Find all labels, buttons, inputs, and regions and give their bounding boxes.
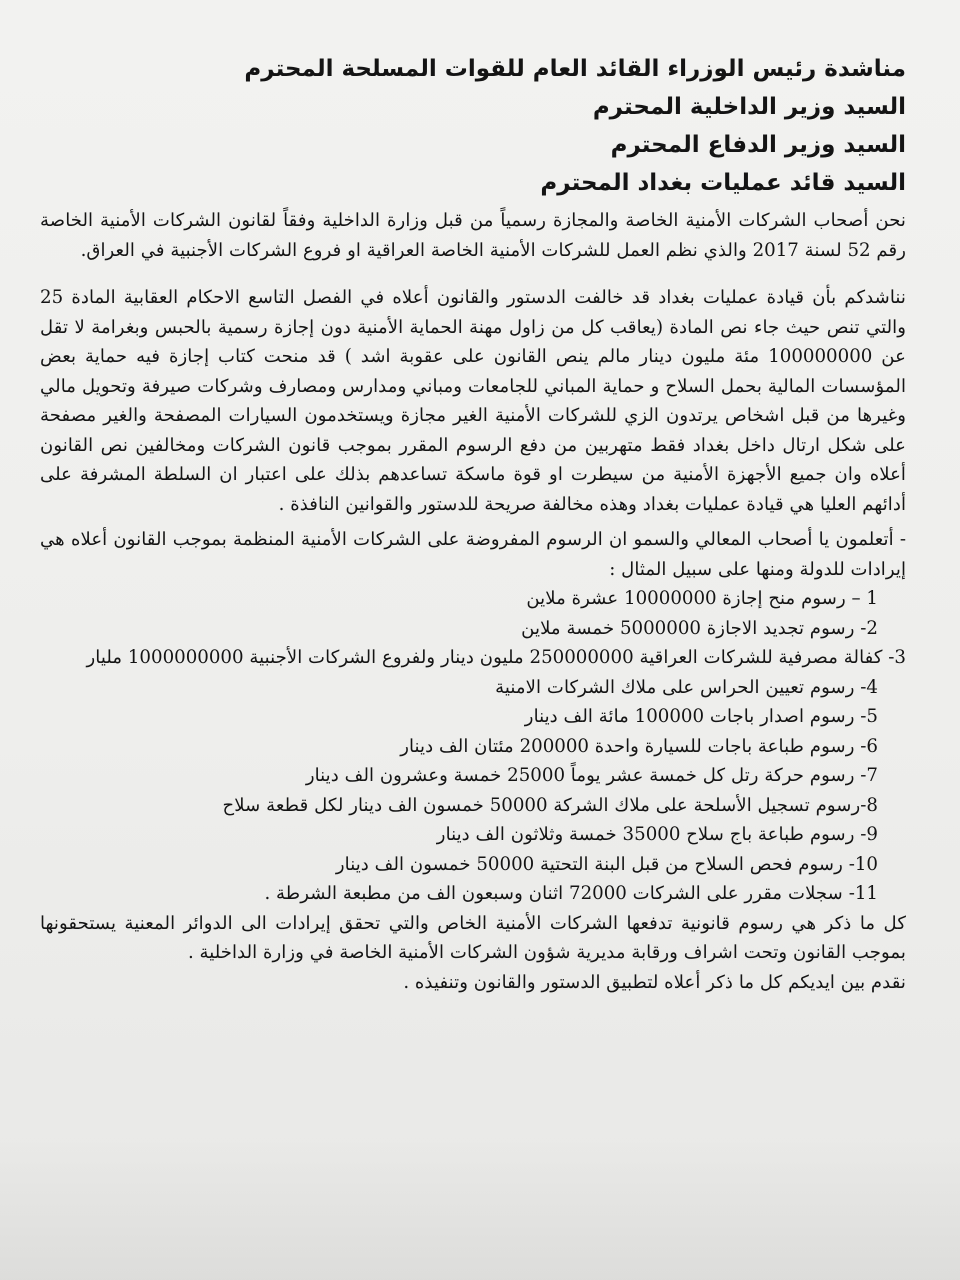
- fee-item-9: 9- رسوم طباعة باج سلاح 35000 خمسة وثلاثون الف دينار: [436, 824, 878, 845]
- fee-item-8: 8-رسوم تسجيل الأسلحة على ملاك الشركة 50000 خمسون الف دينار لكل قطعة سلاح: [222, 794, 878, 816]
- closing-paragraph: كل ما ذكر هي رسوم قانونية تدفعها الشركات الأمنية الخاص والتي تحقق إيرادات الى الدوائر المعنية يستحقونها بموجب القانون وتحت اشراف ورقابة مديرية شؤون الشركات الأمنية الخاصة في وزارة الداخلية .: [40, 912, 906, 963]
- fee-item-7: 7- رسوم حركة رتل كل خمسة عشر يوماً 25000 خمسة وعشرون الف دينار: [305, 765, 878, 786]
- closing-request: نقدم بين ايديكم كل ما ذكر أعلاه لتطبيق الدستور والقانون وتنفيذه .: [403, 971, 906, 993]
- fee-item-1: 1 – رسوم منح إجازة 10000000 عشرة ملاين: [526, 588, 878, 609]
- complaint-paragraph: نناشدكم بأن قيادة عمليات بغداد قد خالفت الدستور والقانون أعلاه في الفصل التاسع الاحكام العقابية المادة 25 والتي تنص حيث جاء نص المادة (يعاقب كل من زاول مهنة الحماية الأمنية دون إجازة رسمية بالحبس وبغرامة لا تقل عن 100000000 مئة مليون دينار مالم ينص القانون على عقوبة اشد ) قد منحت كتاب إجازة فيه حماية بعض المؤسسات المالية بحمل السلاح و حماية المباني للجامعات ومباني ومدارس ومصارف وشركات صيرفة وتحويل مالي وغيرها من قبل اشخاص يرتدون الزي للشركات الأمنية الغير مجازة ويستخدمون السيارات المصفحة والغير مصفحة على شكل ارتال داخل بغداد فقط متهربين من دفع الرسوم المقرر بموجب قانون الشركات ومخالفين نص القانون أعلاه وان جميع الأجهزة الأمنية من سيطرت او قوة ماسكة تساعدهم بذلك على اعتبار ان السلطة المشرفة على أدائهم العليا هي قيادة عمليات بغداد وهذه مخالفة صريحة للدستور والقوانين النافذة .: [40, 287, 906, 515]
- intro-paragraph: نحن أصحاب الشركات الأمنية الخاصة والمجازة رسمياً من قبل وزارة الداخلية وفقاً لقانون الشركات الأمنية الخاصة رقم 52 لسنة 2017 والذي نظم العمل للشركات الأمنية الخاصة العراقية او فروع الشركات الأجنبية في العراق.: [40, 210, 906, 261]
- fee-item-2: 2- رسوم تجديد الاجازة 5000000 خمسة ملاين: [521, 617, 878, 639]
- fee-item-4: 4- رسوم تعيين الحراس على ملاك الشركات الامنية: [495, 676, 878, 698]
- fee-item-11: 11- سجلات مقرر على الشركات 72000 اثنان وسبعون الف من مطبعة الشرطة .: [264, 883, 878, 904]
- fee-item-6: 6- رسوم طباعة باجات للسيارة واحدة 200000 مئتان الف دينار: [400, 735, 878, 757]
- addressee-interior-minister: السيد وزير الداخلية المحترم: [592, 94, 906, 120]
- addressee-baghdad-operations-commander: السيد قائد عمليات بغداد المحترم: [540, 170, 906, 196]
- appeal-heading: مناشدة رئيس الوزراء القائد العام للقوات المسلحة المحترم: [244, 56, 906, 82]
- fee-item-10: 10- رسوم فحص السلاح من قبل البنة التحتية 50000 خمسون الف دينار: [335, 853, 878, 875]
- fees-intro: - أتعلمون يا أصحاب المعالي والسمو ان الرسوم المفروضة على الشركات الأمنية المنظمة بموجب القانون أعلاه هي إيرادات للدولة ومنها على سبيل المثال :: [40, 529, 906, 580]
- fees-list: [40, 584, 906, 909]
- fee-item-5: 5- رسوم اصدار باجات 100000 مائة الف دينار: [524, 706, 878, 727]
- addressee-defense-minister: السيد وزير الدفاع المحترم: [610, 132, 906, 158]
- photo-shading: [0, 1140, 960, 1280]
- addressee-block: [40, 50, 906, 202]
- fee-item-3: 3- كفالة مصرفية للشركات العراقية 250000000 مليون دينار ولفروع الشركات الأجنبية 1000000000 مليار: [86, 647, 906, 668]
